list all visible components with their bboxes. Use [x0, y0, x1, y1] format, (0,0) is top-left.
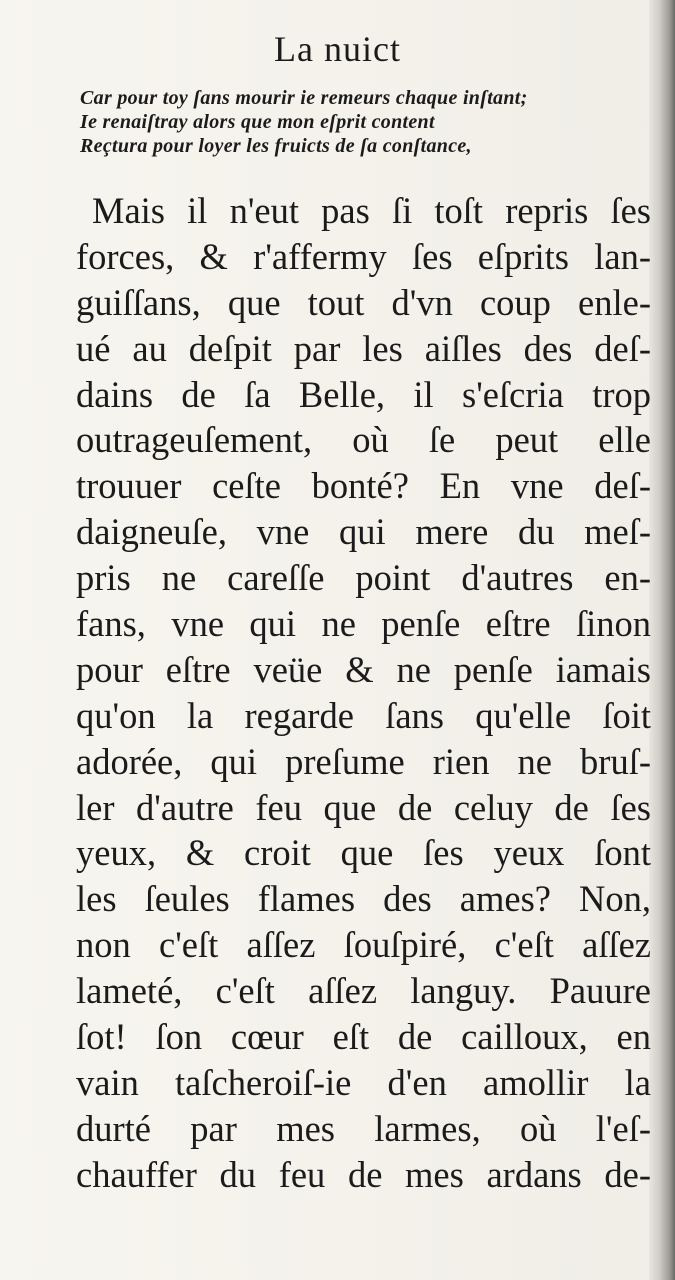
- text-line: les ſeules flames des ames? Non,: [76, 878, 651, 920]
- text-line: trouuer ceſte bonté? En vne deſ-: [76, 465, 651, 507]
- text-line: ſot! ſon cœur eſt de cailloux, en: [76, 1016, 651, 1058]
- verse-line: Car pour toy ſans mourir ie remeurs chaque inſtant;: [80, 87, 528, 109]
- text-line: outrageuſement, où ſe peut elle: [76, 419, 651, 461]
- text-line: ler d'autre feu que de celuy de ſes: [76, 786, 651, 828]
- text-line: guiſſans, que tout d'vn coup enle-: [76, 281, 651, 323]
- paragraph: [76, 188, 651, 1198]
- text-line: lameté, c'eſt aſſez languy. Pauure: [76, 970, 651, 1012]
- text-line: vain taſcheroiſ-ie d'en amollir la: [76, 1061, 651, 1103]
- text-line: fans, vne qui ne penſe eſtre ſinon: [76, 603, 651, 645]
- page-gutter-shadow: [649, 0, 675, 1280]
- text-line: non c'eſt aſſez ſouſpiré, c'eſt aſſez: [76, 924, 651, 966]
- verse-line: Reçtura pour loyer les fruicts de ſa conſtance,: [80, 135, 472, 157]
- text-line: durté par mes larmes, où l'eſ-: [76, 1107, 651, 1149]
- verse-line: Ie renaiſtray alors que mon eſprit content: [80, 111, 435, 133]
- running-head: La nuict: [274, 29, 401, 69]
- text-line: pour eſtre veüe & ne penſe iamais: [76, 648, 651, 690]
- text-line: pris ne careſſe point d'autres en-: [76, 557, 651, 599]
- text-line: ué au deſpit par les aiſles des deſ-: [76, 327, 651, 369]
- text-line: adorée, qui preſume rien ne bruſ-: [76, 740, 651, 782]
- verse-block: [80, 86, 660, 158]
- text-line: chauffer du feu de mes ardans de-: [76, 1153, 651, 1195]
- text-line: forces, & r'affermy ſes eſprits lan-: [76, 235, 651, 277]
- text-line: qu'on la regarde ſans qu'elle ſoit: [76, 694, 651, 736]
- text-line: Mais il n'eut pas ſi toſt repris ſes: [92, 190, 651, 231]
- text-line: daigneuſe, vne qui mere du meſ-: [76, 511, 651, 553]
- text-line: dains de ſa Belle, il s'eſcria trop: [76, 373, 651, 415]
- text-line: yeux, & croit que ſes yeux ſont: [76, 832, 651, 874]
